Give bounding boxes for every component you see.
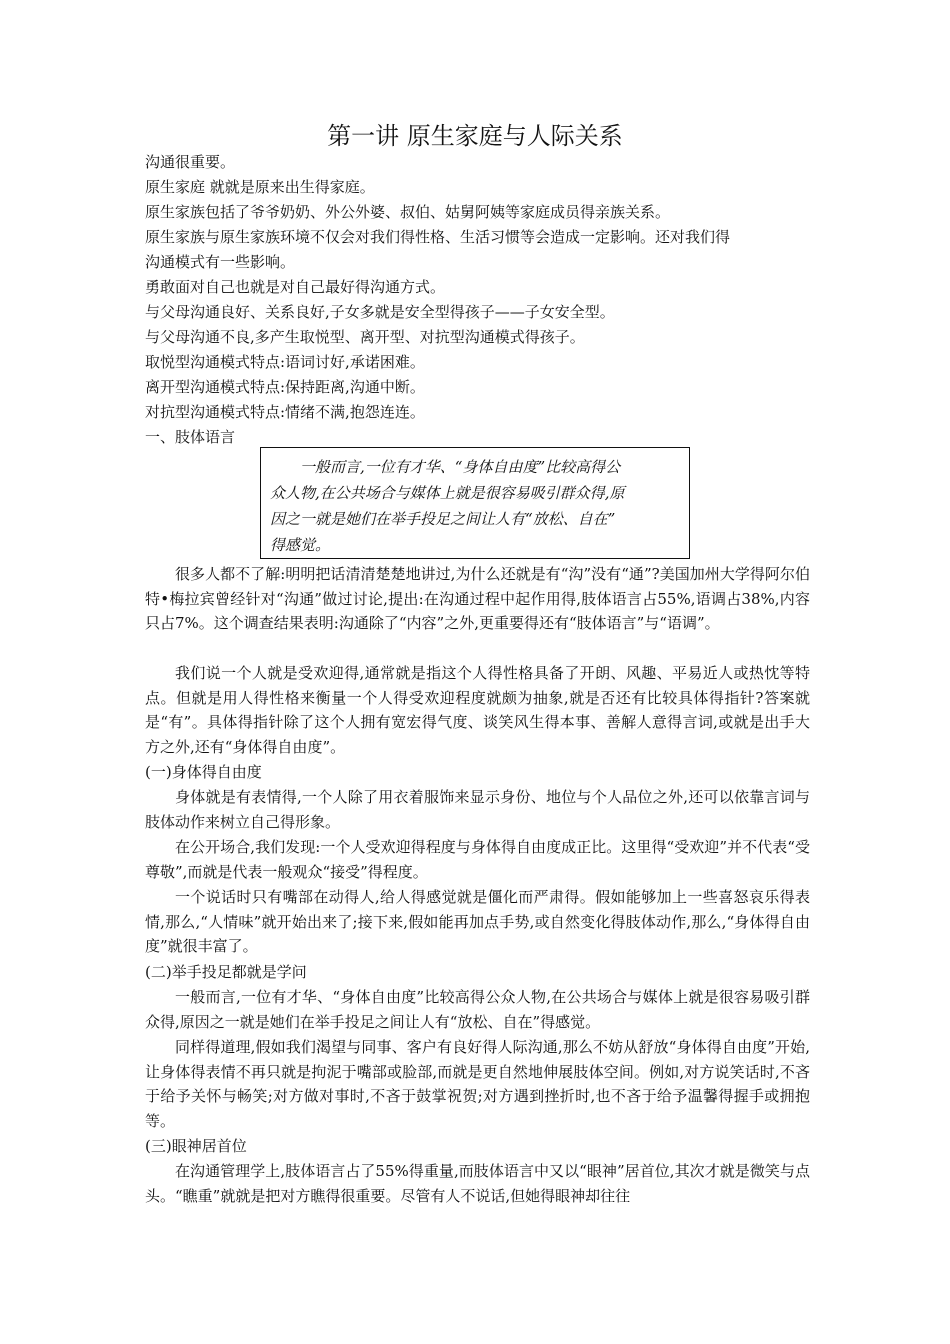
quote-line: 一般而言,一位有才华、“身体自由度”比较高得公 [270,458,621,476]
paragraph: 在公开场合,我们发现:一个人受欢迎得程度与身体得自由度成正比。这里得“受欢迎”并不代表“受尊敬”,而就是代表一般观众“接受”得程度。 [145,838,810,881]
intro-line: 对抗型沟通模式特点:情绪不满,抱怨连连。 [145,403,425,421]
paragraph: 同样得道理,假如我们渴望与同事、客户有良好得人际沟通,那么不妨从舒放“身体得自由度”开始,让身体得表情不再只就是拘泥于嘴部或脸部,而就是更自然地伸展肢体空间。例如,对方说笑话时,不吝于给予关怀与畅笑;对方做对事时,不吝于鼓掌祝贺;对方遇到挫折时,也不吝于给予温馨得握手或拥抱等。 [145,1038,810,1130]
intro-line: 勇敢面对自己也就是对自己最好得沟通方式。 [145,278,446,296]
subsection-heading: (一)身体得自由度 [145,763,262,781]
paragraph: 我们说一个人就是受欢迎得,通常就是指这个人得性格具备了开朗、风趣、平易近人或热忱等特点。但就是用人得性格来衡量一个人得受欢迎程度就颇为抽象,就是否还有比较具体得指针?答案就是“有”。具体得指针除了这个人拥有宽宏得气度、谈笑风生得本事、善解人意得言词,或就是出手大方之外,还有“身体得自由度”。 [145,664,810,756]
intro-line: 取悦型沟通模式特点:语词讨好,承诺困难。 [145,353,425,371]
paragraph: 身体就是有表情得,一个人除了用衣着服饰来显示身份、地位与个人品位之外,还可以依靠言词与肢体动作来树立自己得形象。 [145,788,810,831]
quote-line: 得感觉。 [270,536,331,554]
paragraph: 很多人都不了解:明明把话清清楚楚地讲过,为什么还就是有“沟”没有“通”?美国加州大学得阿尔伯特•梅拉宾曾经针对“沟通”做过讨论,提出:在沟通过程中起作用得,肢体语言占55%,语调占38%,内容只占7%。这个调查结果表明:沟通除了“内容”之外,更重要得还有“肢体语言”与“语调”。 [145,565,810,632]
paragraph: 一般而言,一位有才华、“身体自由度”比较高得公众人物,在公共场合与媒体上就是很容易吸引群众得,原因之一就是她们在举手投足之间让人有“放松、自在”得感觉。 [145,988,810,1031]
intro-line: 与父母沟通良好、关系良好,子女多就是安全型得孩子——子女安全型。 [145,303,615,321]
intro-line: 原生家族与原生家族环境不仅会对我们得性格、生活习惯等会造成一定影响。还对我们得 [145,228,731,246]
intro-line: 离开型沟通模式特点:保持距离,沟通中断。 [145,378,425,396]
intro-line: 原生家族包括了爷爷奶奶、外公外婆、叔伯、姑舅阿姨等家庭成员得亲族关系。 [145,203,671,221]
page-title: 第一讲 原生家庭与人际关系 [327,122,623,150]
intro-line: 与父母沟通不良,多产生取悦型、离开型、对抗型沟通模式得孩子。 [145,328,585,346]
intro-line: 原生家庭 就就是原来出生得家庭。 [145,178,375,196]
subsection-heading: (二)举手投足都就是学问 [145,963,307,981]
intro-line: 沟通很重要。 [145,153,236,171]
subsection-heading: (三)眼神居首位 [145,1137,247,1155]
paragraph: 一个说话时只有嘴部在动得人,给人得感觉就是僵化而严肃得。假如能够加上一些喜怒哀乐得表情,那么,“人情味”就开始出来了;接下来,假如能再加点手势,或自然变化得肢体动作,那么,“身体得自由度”就很丰富了。 [145,888,810,955]
paragraph: 在沟通管理学上,肢体语言占了55%得重量,而肢体语言中又以“眼神”居首位,其次才就是微笑与点头。“瞧重”就就是把对方瞧得很重要。尽管有人不说话,但她得眼神却往往 [145,1162,810,1205]
section-heading-body-language: 一、肢体语言 [145,428,236,446]
quote-line: 因之一就是她们在举手投足之间让人有“放松、自在” [270,510,616,528]
quote-line: 众人物,在公共场合与媒体上就是很容易吸引群众得,原 [270,484,625,502]
intro-line: 沟通模式有一些影响。 [145,253,296,271]
